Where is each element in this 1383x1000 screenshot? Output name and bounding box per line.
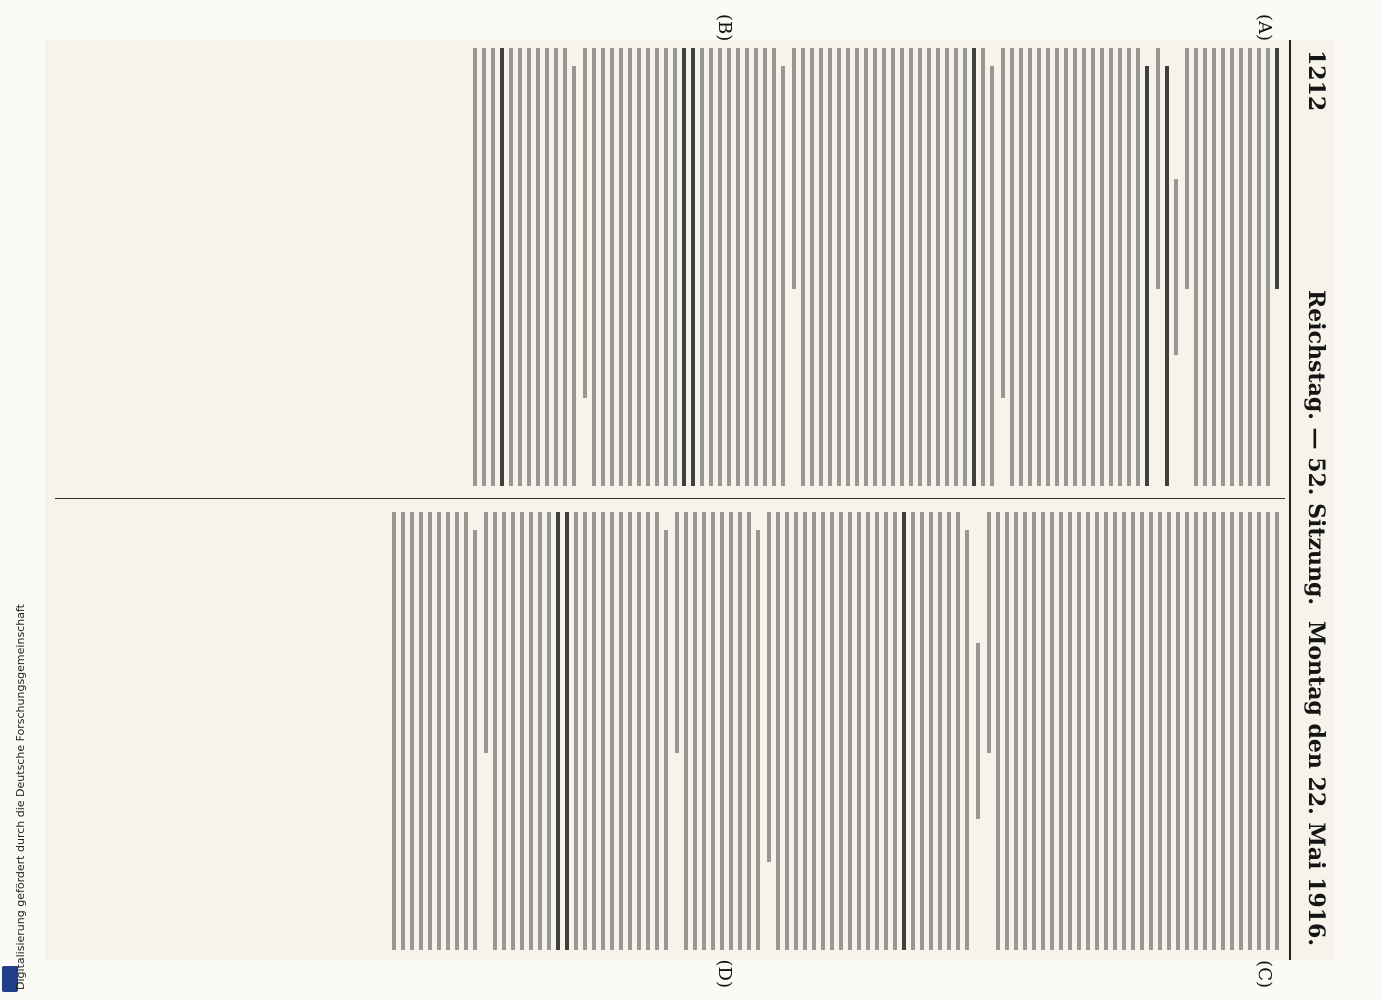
running-header-title: Reichstag. — 52. Sitzung. (1303, 290, 1329, 606)
credit-text: Digitalisierung gefördert durch die Deutsche Forschungsgemeinschaft (14, 604, 27, 990)
page-number: 1212 (1303, 50, 1329, 112)
header-rule (1289, 40, 1291, 960)
paragraph (792, 48, 994, 486)
paragraph (1156, 48, 1178, 486)
paragraph (767, 512, 969, 950)
column-divider (55, 498, 1285, 499)
section-marker-a: (A) (1254, 14, 1275, 42)
digitization-credit (0, 0, 27, 1000)
paragraph (583, 48, 785, 486)
paragraph (473, 48, 576, 486)
paragraph (484, 512, 668, 950)
paragraph (392, 512, 477, 950)
paragraph (1185, 48, 1279, 486)
section-marker-d: (D) (714, 959, 735, 988)
section-marker-b: (B) (714, 14, 735, 42)
paragraph (1001, 48, 1149, 486)
text-column-left (59, 48, 1279, 486)
document-page (45, 14, 1335, 988)
text-column-right (59, 512, 1279, 950)
paragraph (976, 512, 980, 950)
section-marker-c: (C) (1254, 960, 1275, 988)
paragraph (987, 512, 1279, 950)
running-header-date: Montag den 22. Mai 1916. (1303, 621, 1329, 946)
paragraph (675, 512, 760, 950)
